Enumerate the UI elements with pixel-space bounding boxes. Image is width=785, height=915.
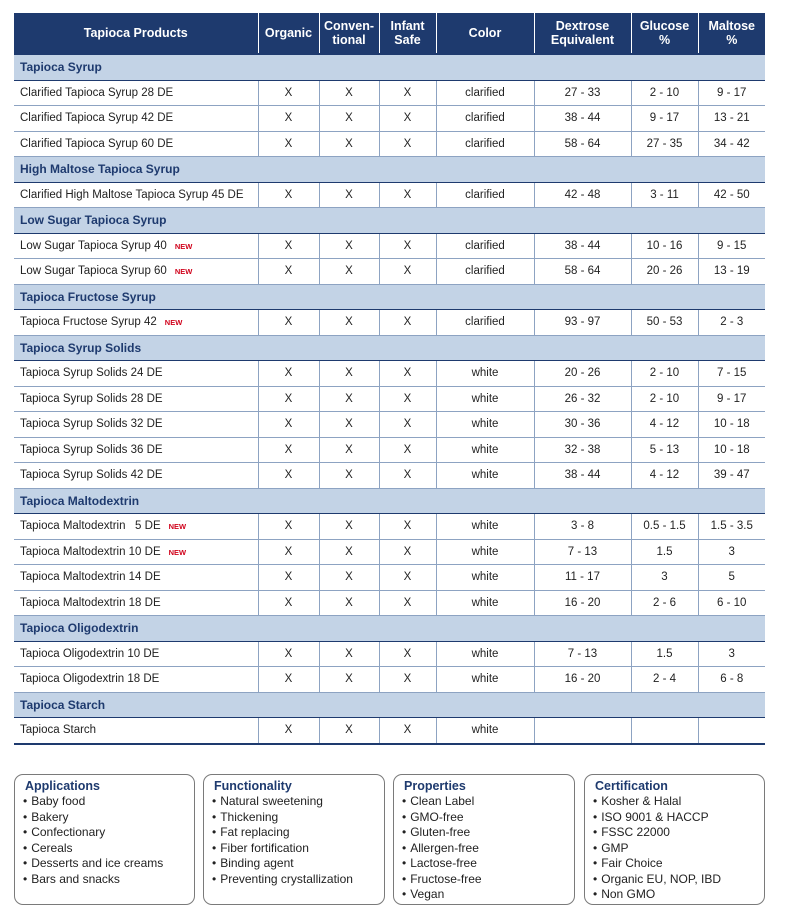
color-cell: white <box>436 386 534 412</box>
infant-cell: X <box>379 310 436 336</box>
category-title: Tapioca Fructose Syrup <box>14 284 765 310</box>
glucose-cell: 4 - 12 <box>631 463 698 489</box>
glucose-cell: 2 - 10 <box>631 80 698 106</box>
maltose-cell: 42 - 50 <box>698 182 765 208</box>
organic-cell: X <box>258 182 319 208</box>
infant-cell: X <box>379 514 436 540</box>
header-dextrose-equivalent: Dextrose Equivalent <box>534 13 631 54</box>
table-row <box>14 131 765 157</box>
new-badge: NEW <box>168 547 187 557</box>
conventional-cell: X <box>319 718 379 744</box>
table-row <box>14 539 765 565</box>
box-title: Functionality <box>214 779 292 793</box>
conventional-cell: X <box>319 106 379 132</box>
infant-cell: X <box>379 539 436 565</box>
color-cell: white <box>436 641 534 667</box>
table-header-row <box>14 13 765 54</box>
infant-cell: X <box>379 131 436 157</box>
color-cell: white <box>436 590 534 616</box>
table-row <box>14 718 765 744</box>
infant-cell: X <box>379 437 436 463</box>
organic-cell: X <box>258 437 319 463</box>
de-cell: 26 - 32 <box>534 386 631 412</box>
table-row <box>14 641 765 667</box>
header-products: Tapioca Products <box>14 13 258 54</box>
table-row <box>14 106 765 132</box>
product-name: Tapioca Oligodextrin 10 DE <box>20 647 160 660</box>
glucose-cell: 3 <box>631 565 698 591</box>
conventional-cell: X <box>319 259 379 285</box>
de-cell: 7 - 13 <box>534 539 631 565</box>
header-organic: Organic <box>258 13 319 54</box>
product-name-cell <box>14 718 258 744</box>
de-cell: 11 - 17 <box>534 565 631 591</box>
table-row <box>14 310 765 336</box>
category-title: Low Sugar Tapioca Syrup <box>14 208 765 234</box>
product-name: Tapioca Syrup Solids 36 DE <box>20 443 163 456</box>
list-item: • Cereals <box>23 841 186 857</box>
product-name: Tapioca Syrup Solids 42 DE <box>20 469 163 482</box>
table-row <box>14 463 765 489</box>
maltose-cell: 2 - 3 <box>698 310 765 336</box>
maltose-cell: 6 - 8 <box>698 667 765 693</box>
header-glucose: Glucose % <box>631 13 698 54</box>
box-title: Applications <box>25 779 101 793</box>
list-item: • Confectionary <box>23 825 186 841</box>
de-cell: 30 - 36 <box>534 412 631 438</box>
category-row <box>14 157 765 183</box>
infant-cell: X <box>379 233 436 259</box>
de-cell: 32 - 38 <box>534 437 631 463</box>
infant-cell: X <box>379 718 436 744</box>
maltose-cell: 9 - 17 <box>698 80 765 106</box>
organic-cell: X <box>258 233 319 259</box>
category-title: Tapioca Maltodextrin <box>14 488 765 514</box>
table-row <box>14 514 765 540</box>
product-name: Tapioca Maltodextrin 10 DE <box>20 545 161 558</box>
glucose-cell: 9 - 17 <box>631 106 698 132</box>
infant-cell: X <box>379 667 436 693</box>
de-cell: 38 - 44 <box>534 463 631 489</box>
product-name: Tapioca Oligodextrin 18 DE <box>20 673 160 686</box>
box-list <box>212 794 376 887</box>
color-cell: white <box>436 437 534 463</box>
list-item: • Bars and snacks <box>23 872 186 888</box>
color-cell: white <box>436 718 534 744</box>
category-title: Tapioca Starch <box>14 692 765 718</box>
organic-cell: X <box>258 131 319 157</box>
color-cell: white <box>436 565 534 591</box>
list-item: • Non GMO <box>593 887 756 903</box>
product-name-cell <box>14 667 258 693</box>
product-table <box>14 13 765 745</box>
maltose-cell: 9 - 15 <box>698 233 765 259</box>
conventional-cell: X <box>319 310 379 336</box>
maltose-cell: 1.5 - 3.5 <box>698 514 765 540</box>
list-item: • Lactose-free <box>402 856 566 872</box>
list-item: • Organic EU, NOP, IBD <box>593 872 756 888</box>
table-row <box>14 233 765 259</box>
infant-cell: X <box>379 590 436 616</box>
maltose-cell: 9 - 17 <box>698 386 765 412</box>
organic-cell: X <box>258 667 319 693</box>
product-name: Clarified High Maltose Tapioca Syrup 45 DE <box>20 188 244 201</box>
list-item: • Kosher & Halal <box>593 794 756 810</box>
organic-cell: X <box>258 106 319 132</box>
conventional-cell: X <box>319 641 379 667</box>
glucose-cell: 4 - 12 <box>631 412 698 438</box>
product-name-cell <box>14 361 258 387</box>
product-name: Clarified Tapioca Syrup 60 DE <box>20 137 174 150</box>
organic-cell: X <box>258 310 319 336</box>
new-badge: NEW <box>174 267 193 277</box>
product-name: Clarified Tapioca Syrup 42 DE <box>20 112 174 125</box>
de-cell: 42 - 48 <box>534 182 631 208</box>
color-cell: clarified <box>436 233 534 259</box>
category-title: Tapioca Syrup <box>14 54 765 80</box>
glucose-cell: 2 - 6 <box>631 590 698 616</box>
list-item: • Binding agent <box>212 856 376 872</box>
de-cell: 58 - 64 <box>534 259 631 285</box>
glucose-cell: 2 - 10 <box>631 361 698 387</box>
list-item: • ISO 9001 & HACCP <box>593 810 756 826</box>
color-cell: clarified <box>436 310 534 336</box>
table-row <box>14 565 765 591</box>
list-item: • Fiber fortification <box>212 841 376 857</box>
maltose-cell: 13 - 19 <box>698 259 765 285</box>
table-row <box>14 259 765 285</box>
list-item: • Natural sweetening <box>212 794 376 810</box>
product-name-cell <box>14 565 258 591</box>
category-row <box>14 54 765 80</box>
product-name: Tapioca Starch <box>20 724 97 737</box>
de-cell: 93 - 97 <box>534 310 631 336</box>
box-list <box>593 794 756 903</box>
color-cell: white <box>436 361 534 387</box>
header-infant-safe: Infant Safe <box>379 13 436 54</box>
organic-cell: X <box>258 641 319 667</box>
product-name-cell <box>14 463 258 489</box>
color-cell: clarified <box>436 259 534 285</box>
organic-cell: X <box>258 590 319 616</box>
category-row <box>14 692 765 718</box>
product-name-cell <box>14 233 258 259</box>
glucose-cell: 50 - 53 <box>631 310 698 336</box>
glucose-cell: 2 - 4 <box>631 667 698 693</box>
infant-cell: X <box>379 412 436 438</box>
list-item: • Clean Label <box>402 794 566 810</box>
product-name-cell <box>14 437 258 463</box>
category-title: High Maltose Tapioca Syrup <box>14 157 765 183</box>
product-name-cell <box>14 259 258 285</box>
table-row <box>14 667 765 693</box>
table-row <box>14 182 765 208</box>
product-name: Tapioca Syrup Solids 32 DE <box>20 418 163 431</box>
category-row <box>14 616 765 642</box>
product-name-cell <box>14 131 258 157</box>
organic-cell: X <box>258 386 319 412</box>
conventional-cell: X <box>319 539 379 565</box>
list-item: • Bakery <box>23 810 186 826</box>
category-row <box>14 284 765 310</box>
table-body <box>14 54 765 744</box>
conventional-cell: X <box>319 590 379 616</box>
glucose-cell: 10 - 16 <box>631 233 698 259</box>
de-cell <box>534 718 631 744</box>
glucose-cell: 5 - 13 <box>631 437 698 463</box>
conventional-cell: X <box>319 361 379 387</box>
conventional-cell: X <box>319 131 379 157</box>
list-item: • Preventing crystallization <box>212 872 376 888</box>
color-cell: clarified <box>436 131 534 157</box>
product-name-cell <box>14 182 258 208</box>
color-cell: clarified <box>436 80 534 106</box>
maltose-cell: 10 - 18 <box>698 412 765 438</box>
maltose-cell: 39 - 47 <box>698 463 765 489</box>
color-cell: white <box>436 667 534 693</box>
header-maltose: Maltose % <box>698 13 765 54</box>
new-badge: NEW <box>168 522 187 532</box>
product-name: Tapioca Maltodextrin 5 DE <box>20 520 161 533</box>
product-name-cell <box>14 641 258 667</box>
list-item: • GMP <box>593 841 756 857</box>
de-cell: 16 - 20 <box>534 590 631 616</box>
category-title: Tapioca Oligodextrin <box>14 616 765 642</box>
infant-cell: X <box>379 106 436 132</box>
category-title: Tapioca Syrup Solids <box>14 335 765 361</box>
functionality-box <box>203 774 385 905</box>
list-item: • GMO-free <box>402 810 566 826</box>
organic-cell: X <box>258 718 319 744</box>
table-row <box>14 590 765 616</box>
de-cell: 20 - 26 <box>534 361 631 387</box>
header-color: Color <box>436 13 534 54</box>
de-cell: 27 - 33 <box>534 80 631 106</box>
color-cell: clarified <box>436 106 534 132</box>
glucose-cell: 0.5 - 1.5 <box>631 514 698 540</box>
conventional-cell: X <box>319 463 379 489</box>
product-name-cell <box>14 80 258 106</box>
product-name-cell <box>14 386 258 412</box>
organic-cell: X <box>258 259 319 285</box>
box-list <box>23 794 186 887</box>
organic-cell: X <box>258 463 319 489</box>
color-cell: clarified <box>436 182 534 208</box>
applications-box <box>14 774 195 905</box>
table-row <box>14 361 765 387</box>
product-name-cell <box>14 539 258 565</box>
infant-cell: X <box>379 641 436 667</box>
conventional-cell: X <box>319 233 379 259</box>
organic-cell: X <box>258 565 319 591</box>
table-row <box>14 412 765 438</box>
organic-cell: X <box>258 539 319 565</box>
list-item: • Gluten-free <box>402 825 566 841</box>
infant-cell: X <box>379 80 436 106</box>
de-cell: 58 - 64 <box>534 131 631 157</box>
organic-cell: X <box>258 412 319 438</box>
maltose-cell: 10 - 18 <box>698 437 765 463</box>
list-item: • Baby food <box>23 794 186 810</box>
product-name-cell <box>14 106 258 132</box>
maltose-cell: 5 <box>698 565 765 591</box>
glucose-cell: 20 - 26 <box>631 259 698 285</box>
list-item: • Desserts and ice creams <box>23 856 186 872</box>
new-badge: NEW <box>174 241 193 251</box>
glucose-cell: 1.5 <box>631 539 698 565</box>
category-row <box>14 208 765 234</box>
maltose-cell: 3 <box>698 641 765 667</box>
color-cell: white <box>436 514 534 540</box>
category-row <box>14 335 765 361</box>
new-badge: NEW <box>164 318 183 328</box>
conventional-cell: X <box>319 182 379 208</box>
conventional-cell: X <box>319 80 379 106</box>
glucose-cell: 3 - 11 <box>631 182 698 208</box>
box-title: Certification <box>595 779 668 793</box>
conventional-cell: X <box>319 412 379 438</box>
table-row <box>14 80 765 106</box>
conventional-cell: X <box>319 437 379 463</box>
maltose-cell: 13 - 21 <box>698 106 765 132</box>
maltose-cell: 34 - 42 <box>698 131 765 157</box>
infant-cell: X <box>379 259 436 285</box>
category-row <box>14 488 765 514</box>
product-name-cell <box>14 310 258 336</box>
maltose-cell: 6 - 10 <box>698 590 765 616</box>
glucose-cell: 27 - 35 <box>631 131 698 157</box>
certification-box <box>584 774 765 905</box>
product-name: Clarified Tapioca Syrup 28 DE <box>20 86 174 99</box>
color-cell: white <box>436 463 534 489</box>
de-cell: 3 - 8 <box>534 514 631 540</box>
product-name: Tapioca Syrup Solids 28 DE <box>20 392 163 405</box>
product-name: Tapioca Syrup Solids 24 DE <box>20 367 163 380</box>
list-item: • Fructose-free <box>402 872 566 888</box>
conventional-cell: X <box>319 386 379 412</box>
list-item: • Fair Choice <box>593 856 756 872</box>
list-item: • Vegan <box>402 887 566 903</box>
infant-cell: X <box>379 565 436 591</box>
infant-cell: X <box>379 361 436 387</box>
de-cell: 38 - 44 <box>534 106 631 132</box>
product-name: Tapioca Maltodextrin 18 DE <box>20 596 161 609</box>
maltose-cell <box>698 718 765 744</box>
list-item: • Fat replacing <box>212 825 376 841</box>
list-item: • Allergen-free <box>402 841 566 857</box>
de-cell: 16 - 20 <box>534 667 631 693</box>
list-item: • FSSC 22000 <box>593 825 756 841</box>
conventional-cell: X <box>319 667 379 693</box>
product-name: Tapioca Fructose Syrup 42 <box>20 316 157 329</box>
product-name: Low Sugar Tapioca Syrup 60 <box>20 265 167 278</box>
box-list <box>402 794 566 903</box>
product-name-cell <box>14 412 258 438</box>
infant-cell: X <box>379 386 436 412</box>
box-title: Properties <box>404 779 466 793</box>
glucose-cell: 1.5 <box>631 641 698 667</box>
glucose-cell: 2 - 10 <box>631 386 698 412</box>
product-name-cell <box>14 590 258 616</box>
organic-cell: X <box>258 514 319 540</box>
color-cell: white <box>436 412 534 438</box>
infant-cell: X <box>379 182 436 208</box>
product-name: Low Sugar Tapioca Syrup 40 <box>20 239 167 252</box>
maltose-cell: 7 - 15 <box>698 361 765 387</box>
table-row <box>14 437 765 463</box>
de-cell: 7 - 13 <box>534 641 631 667</box>
infant-cell: X <box>379 463 436 489</box>
color-cell: white <box>436 539 534 565</box>
properties-box <box>393 774 575 905</box>
organic-cell: X <box>258 361 319 387</box>
product-name-cell <box>14 514 258 540</box>
conventional-cell: X <box>319 514 379 540</box>
maltose-cell: 3 <box>698 539 765 565</box>
list-item: • Thickening <box>212 810 376 826</box>
header-conventional: Conven- tional <box>319 13 379 54</box>
organic-cell: X <box>258 80 319 106</box>
table-row <box>14 386 765 412</box>
conventional-cell: X <box>319 565 379 591</box>
product-name: Tapioca Maltodextrin 14 DE <box>20 571 161 584</box>
glucose-cell <box>631 718 698 744</box>
de-cell: 38 - 44 <box>534 233 631 259</box>
